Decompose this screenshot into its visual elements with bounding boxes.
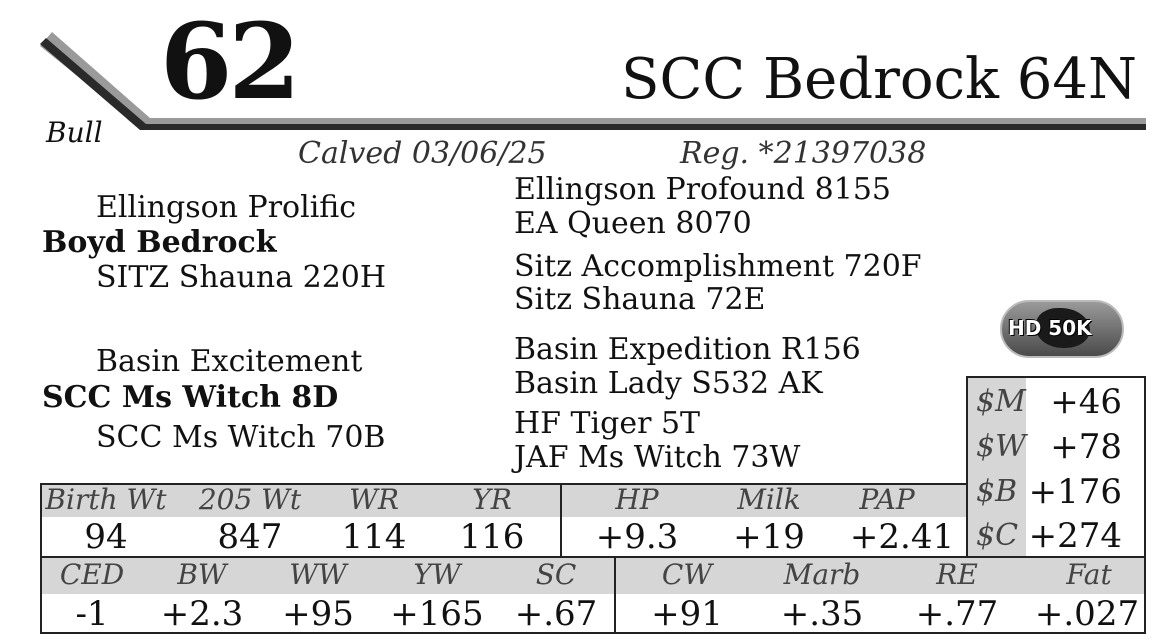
hd50k-badge [1000, 300, 1124, 358]
header-hp: HP [615, 483, 659, 516]
calved-date: Calved 03/06/25 [298, 136, 547, 171]
index-row [968, 380, 1144, 425]
value-hp: +9.3 [595, 517, 679, 557]
index-value: +274 [1028, 516, 1122, 556]
header-birth-wt: Birth Wt [45, 483, 167, 516]
lot-number: 62 [160, 0, 297, 123]
index-label: $M [976, 384, 1026, 419]
value-ced: -1 [75, 594, 109, 634]
index-row [968, 425, 1144, 470]
index-row [968, 514, 1144, 559]
header-pap: PAP [859, 483, 915, 516]
dam-dam: SCC Ms Witch 70B [96, 420, 386, 455]
animal-type: Bull [46, 116, 103, 149]
header-yr: YR [472, 483, 512, 516]
sire-dam: SITZ Shauna 220H [96, 260, 387, 295]
header-marb: Marb [783, 558, 861, 591]
value-ww: +95 [282, 594, 354, 634]
value-sc: +.67 [514, 594, 598, 634]
sire-dam-sire: Sitz Accomplishment 720F [514, 249, 922, 284]
sire-sire: Ellingson Prolific [96, 190, 357, 225]
dam: SCC Ms Witch 8D [42, 380, 339, 415]
index-label: $C [976, 518, 1019, 553]
index-row [968, 470, 1144, 515]
header-ced: CED [59, 558, 125, 591]
badge-text: HD 50K [1008, 316, 1092, 340]
value-re: +.77 [915, 594, 999, 634]
value-wr: 114 [341, 517, 407, 557]
dam-sire-dam: Basin Lady S532 AK [514, 366, 823, 401]
dam-sire: Basin Excitement [96, 344, 363, 379]
dam-dam-sire: HF Tiger 5T [514, 406, 701, 441]
index-value: +78 [1050, 427, 1122, 467]
header-fat: Fat [1066, 558, 1112, 591]
value-fat: +.027 [1034, 594, 1140, 634]
dam-dam-dam: JAF Ms Witch 73W [514, 440, 801, 475]
sire-dam-dam: Sitz Shauna 72E [514, 282, 766, 317]
index-label: $B [976, 474, 1018, 509]
value-yr: 116 [459, 517, 525, 557]
sire: Boyd Bedrock [42, 225, 277, 260]
animal-name: SCC Bedrock 64N [621, 47, 1137, 112]
registration-number: Reg. *21397038 [680, 136, 927, 171]
header-re: RE [936, 558, 978, 591]
value-marb: +.35 [780, 594, 864, 634]
header-wr: WR [349, 483, 399, 516]
value-cw: +91 [651, 594, 723, 634]
header-205-wt: 205 Wt [198, 483, 302, 516]
index-label: $W [976, 429, 1026, 464]
value-bw: +2.3 [160, 594, 244, 634]
header-cw: CW [661, 558, 713, 591]
sire-sire-sire: Ellingson Profound 8155 [514, 172, 892, 207]
header-sc: SC [535, 558, 577, 591]
index-value: +176 [1028, 472, 1122, 512]
index-box [966, 376, 1146, 558]
value-birth-wt: 94 [84, 517, 128, 557]
value-yw: +165 [390, 594, 484, 634]
value-205-wt: 847 [217, 517, 283, 557]
sire-sire-dam: EA Queen 8070 [514, 206, 752, 241]
header-milk: Milk [737, 483, 801, 516]
dam-sire-sire: Basin Expedition R156 [514, 332, 861, 367]
header-yw: YW [413, 558, 461, 591]
value-milk: +19 [733, 517, 805, 557]
weights-table [40, 483, 968, 558]
value-pap: +2.41 [849, 517, 955, 557]
index-value: +46 [1050, 382, 1122, 422]
header-bw: BW [177, 558, 227, 591]
epd-table [40, 556, 1146, 634]
header-ww: WW [289, 558, 347, 591]
